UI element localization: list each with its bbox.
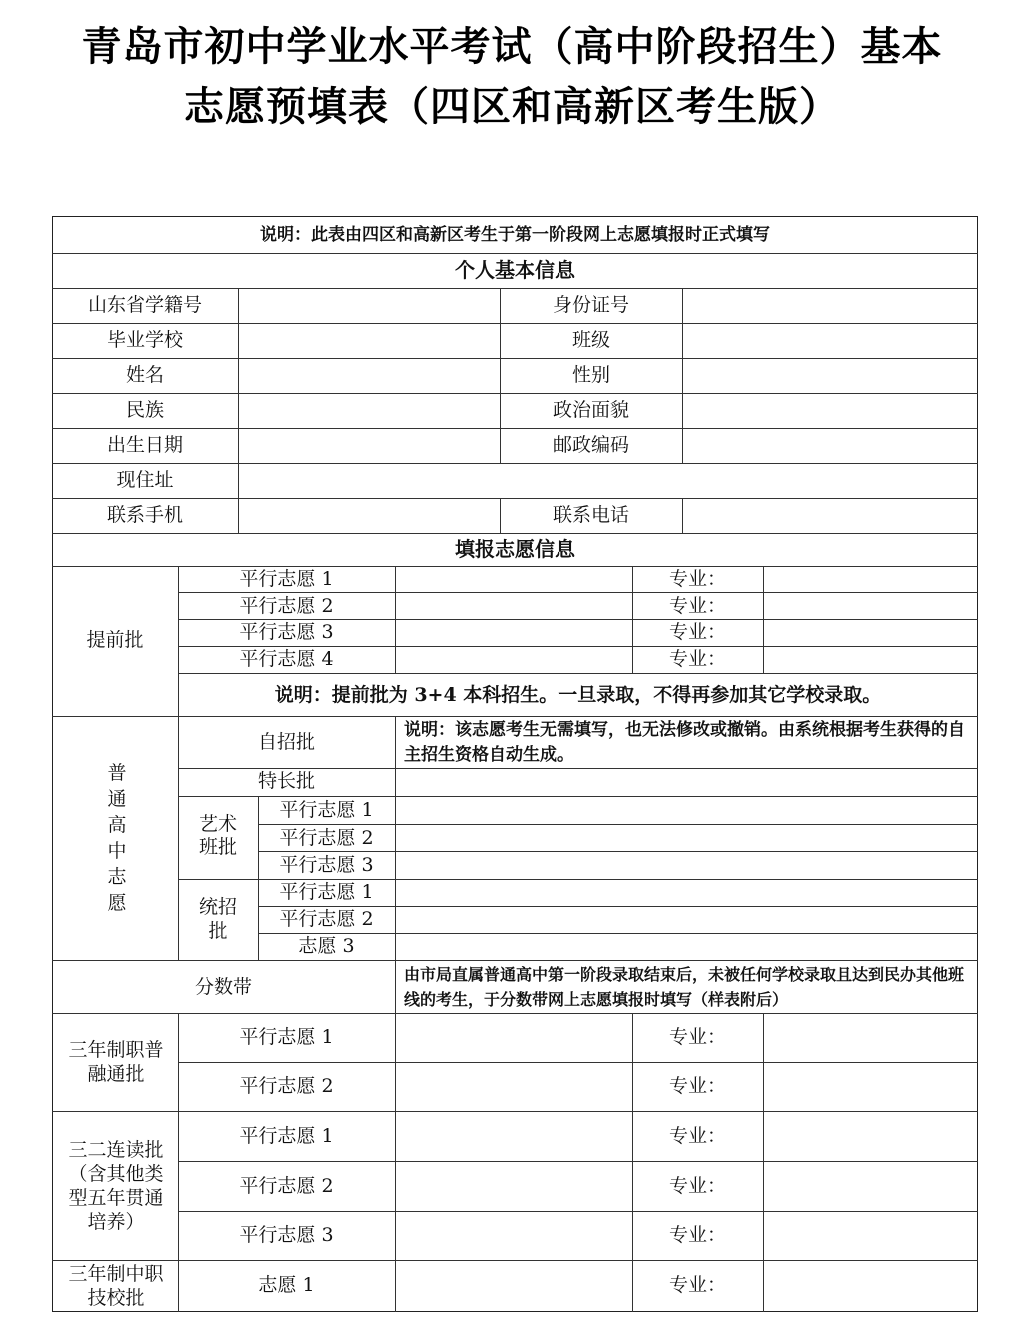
vocational-major-field[interactable] (764, 1014, 977, 1061)
id-card-label: 身份证号 (552, 294, 629, 316)
early-batch-note: 说明：提前批为 3+4 本科招生。一旦录取，不得再参加其它学校录取。 (274, 684, 882, 706)
personal-info-header: 个人基本信息 (455, 258, 575, 282)
early-major-field[interactable] (764, 620, 977, 645)
early-major-label: 专业： (668, 621, 726, 643)
early-major-field[interactable] (764, 567, 977, 592)
secondary-school-field[interactable] (396, 1261, 631, 1310)
vocational-batch-label: 三年制职普融通批 (68, 1039, 164, 1085)
school-field[interactable] (239, 324, 499, 357)
self-recruit-note: 说明：该志愿考生无需填写，也无法修改或撤销。由系统根据考生获得的自主招生资格自动生成。 (404, 720, 965, 765)
combined-major-label: 专业： (668, 1125, 726, 1147)
address-label: 现住址 (116, 469, 174, 491)
phone-label: 联系电话 (552, 504, 629, 526)
art-school-field[interactable] (396, 797, 977, 823)
student-id-label: 山东省学籍号 (87, 294, 202, 316)
art-choice-3: 平行志愿 3 (279, 854, 374, 876)
secondary-major-label: 专业： (668, 1274, 726, 1296)
vocational-major-label: 专业： (668, 1075, 726, 1097)
unified-choice-3: 志愿 3 (298, 935, 355, 957)
combined-school-field[interactable] (396, 1162, 631, 1210)
early-choice-3: 平行志愿 3 (239, 621, 334, 643)
special-batch-label: 特长批 (257, 770, 315, 792)
class-field[interactable] (683, 324, 977, 357)
row-divider (178, 673, 978, 674)
early-school-field[interactable] (396, 647, 631, 672)
combined-major-field[interactable] (764, 1162, 977, 1210)
unified-school-field[interactable] (396, 907, 977, 932)
birth-date-label: 出生日期 (106, 434, 183, 456)
combined-major-label: 专业： (668, 1175, 726, 1197)
art-batch-label: 艺术班批 (198, 813, 237, 858)
early-batch-label: 提前批 (86, 629, 144, 651)
early-major-label: 专业： (668, 648, 726, 670)
row-divider (52, 253, 978, 254)
art-choice-2: 平行志愿 2 (279, 827, 374, 849)
ethnicity-label: 民族 (125, 399, 164, 421)
phone-field[interactable] (683, 499, 977, 532)
document-title-line2: 志愿预填表（四区和高新区考生版） (184, 84, 840, 130)
early-school-field[interactable] (396, 620, 631, 645)
combined-choice-1: 平行志愿 1 (239, 1125, 334, 1147)
political-status-label: 政治面貌 (552, 399, 629, 421)
name-field[interactable] (239, 359, 499, 392)
early-choice-1: 平行志愿 1 (239, 568, 334, 590)
mobile-field[interactable] (239, 499, 499, 532)
gender-field[interactable] (683, 359, 977, 392)
early-school-field[interactable] (396, 593, 631, 618)
column-divider (632, 1013, 633, 1312)
postcode-field[interactable] (683, 429, 977, 462)
row-divider (52, 533, 978, 534)
vocational-school-field[interactable] (396, 1014, 631, 1061)
political-status-field[interactable] (683, 394, 977, 427)
combined-school-field[interactable] (396, 1212, 631, 1259)
combined-choice-2: 平行志愿 2 (239, 1175, 334, 1197)
score-band-label: 分数带 (194, 976, 252, 998)
choices-header: 填报志愿信息 (455, 537, 575, 561)
ethnicity-field[interactable] (239, 394, 499, 427)
art-choice-1: 平行志愿 1 (279, 799, 374, 821)
special-batch-field[interactable] (396, 769, 977, 795)
row-divider (52, 960, 978, 961)
column-divider (395, 960, 396, 1013)
id-card-field[interactable] (683, 289, 977, 322)
art-school-field[interactable] (396, 852, 977, 878)
early-school-field[interactable] (396, 567, 631, 592)
combined-school-field[interactable] (396, 1112, 631, 1160)
unified-choice-1: 平行志愿 1 (279, 881, 374, 903)
score-band-note: 由市局直属普通高中第一阶段录取结束后，未被任何学校录取且达到民办其他班线的考生，于分数带网上志愿填报时填写（样表附后） (404, 965, 965, 1009)
secondary-major-field[interactable] (764, 1261, 977, 1310)
art-school-field[interactable] (396, 825, 977, 850)
unified-batch-label: 统招批 (198, 896, 237, 942)
vocational-choice-1: 平行志愿 1 (239, 1026, 334, 1048)
early-major-field[interactable] (764, 647, 977, 672)
self-recruit-label: 自招批 (257, 731, 315, 753)
vocational-major-field[interactable] (764, 1063, 977, 1110)
unified-choice-2: 平行志愿 2 (279, 908, 374, 930)
combined-major-field[interactable] (764, 1112, 977, 1160)
early-major-label: 专业： (668, 568, 726, 590)
mobile-label: 联系手机 (106, 504, 183, 526)
school-label: 毕业学校 (106, 329, 183, 351)
unified-school-field[interactable] (396, 880, 977, 905)
address-field[interactable] (239, 464, 977, 497)
combined-batch-label: 三二连读批（含其他类型五年贯通培养） (68, 1139, 164, 1233)
early-major-field[interactable] (764, 593, 977, 618)
row-divider (52, 716, 978, 717)
vocational-school-field[interactable] (396, 1063, 631, 1110)
class-label: 班级 (571, 329, 610, 351)
gender-label: 性别 (571, 364, 610, 386)
combined-major-label: 专业： (668, 1224, 726, 1246)
secondary-choice-1: 志愿 1 (258, 1274, 315, 1296)
vocational-choice-2: 平行志愿 2 (239, 1075, 334, 1097)
early-choice-4: 平行志愿 4 (239, 648, 334, 670)
early-major-label: 专业： (668, 595, 726, 617)
birth-date-field[interactable] (239, 429, 499, 462)
combined-major-field[interactable] (764, 1212, 977, 1259)
general-high-school-label: 普通高中志愿 (107, 762, 127, 914)
combined-choice-3: 平行志愿 3 (239, 1224, 334, 1246)
name-label: 姓名 (125, 364, 164, 386)
early-choice-2: 平行志愿 2 (239, 595, 334, 617)
column-divider (178, 1013, 179, 1312)
student-id-field[interactable] (239, 289, 499, 322)
unified-school-field[interactable] (396, 934, 977, 959)
form-instructions: 说明：此表由四区和高新区考生于第一阶段网上志愿填报时正式填写 (260, 225, 770, 245)
postcode-label: 邮政编码 (552, 434, 629, 456)
document-title-line1: 青岛市初中学业水平考试（高中阶段招生）基本 (81, 24, 943, 70)
vocational-major-label: 专业： (668, 1026, 726, 1048)
secondary-batch-label: 三年制中职技校批 (68, 1263, 164, 1309)
